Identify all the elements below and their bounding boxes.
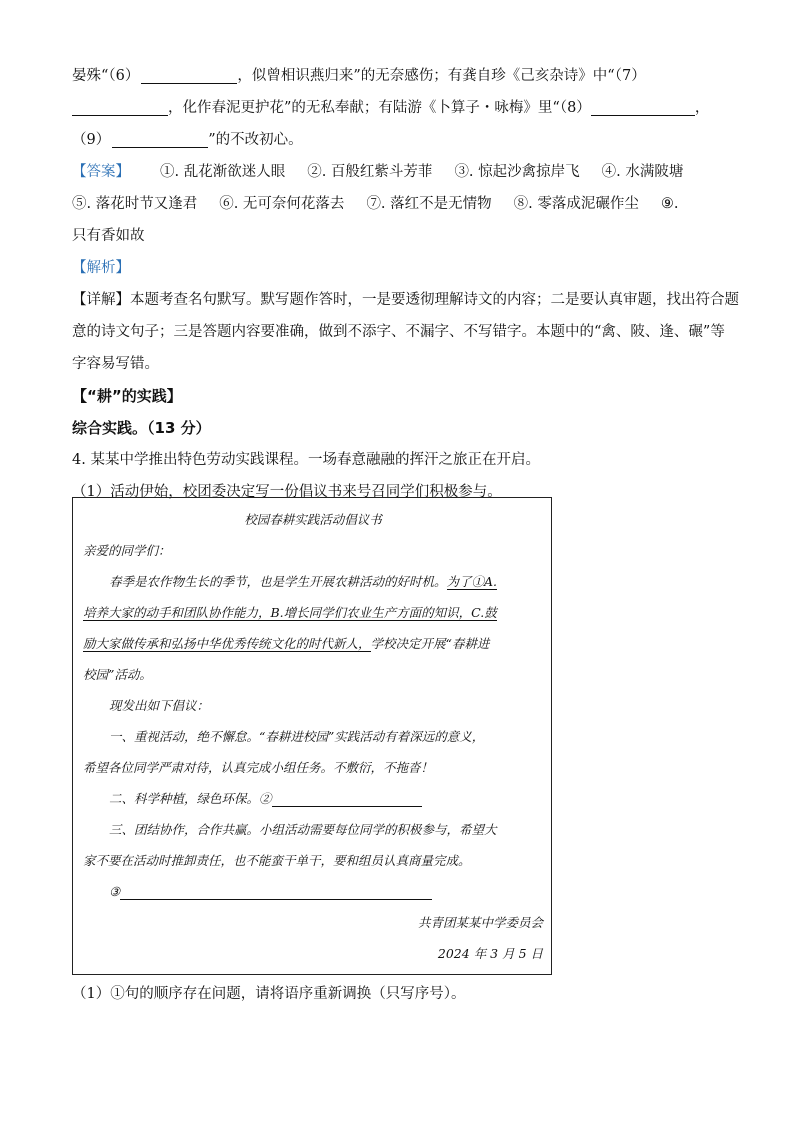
answer-item: ⑥. 无可奈何花落去	[219, 196, 345, 212]
letter-proposal-3: 家不要在活动时推卸责任，也不能蛮干单干，要和组员认真商量完成。	[83, 853, 471, 868]
answer-item: ①. 乱花渐欲迷人眼	[160, 164, 286, 180]
fill-line-3	[72, 124, 726, 156]
text: ，化作春泥更护花”的无私奉献；有陆游《卜算子・咏梅》里“（8）	[168, 100, 591, 116]
text: 春季是农作物生长的季节，也是学生开展农耕活动的好时机。	[109, 574, 447, 589]
text: 学校决定开展“春耕进	[370, 636, 490, 651]
analysis-line: 【详解】本题考查名句默写。默写题作答时，一是要透彻理解诗文的内容；二是要认真审题，找出符合题	[72, 292, 739, 308]
letter-paragraph-1: 校园”活动。	[83, 667, 152, 682]
question-4-1: （1）活动伊始，校团委决定写一份倡议书来号召同学们积极参与。	[72, 484, 502, 500]
letter-proposal-2	[83, 787, 543, 811]
answer-line-2	[72, 188, 726, 220]
text: 晏殊“（6）	[72, 68, 140, 84]
letter-title: 校园春耕实践活动倡议书	[244, 512, 382, 527]
blank-3	[120, 881, 432, 900]
answer-item: ④. 水满陂塘	[601, 164, 684, 180]
letter-paragraph-1	[83, 632, 543, 656]
fill-line-2	[72, 92, 726, 124]
letter-proposal-1: 希望各位同学严肃对待，认真完成小组任务。不敷衍，不拖沓！	[83, 760, 434, 775]
blank-6	[141, 65, 237, 84]
text: 二、科学种植，绿色环保。②	[109, 791, 272, 806]
letter-proposal-3: 三、团结协作，合作共赢。小组活动需要每位同学的积极参与，希望大	[109, 822, 497, 837]
letter-date: 2024 年 3 月 5 日	[437, 946, 543, 961]
text: ，	[694, 100, 710, 116]
answer-item: ②. 百般红紫斗芳菲	[307, 164, 433, 180]
proposal-letter-box	[72, 497, 552, 975]
blank-9	[112, 129, 208, 148]
text: ，似曾相识燕归来”的无奈感伤；有龚自珍《己亥杂诗》中“（7）	[237, 68, 646, 84]
letter-proposal-4	[83, 880, 543, 904]
document-body	[72, 60, 739, 508]
sub-question: （1）①句的顺序存在问题，请将语序重新调换（只写序号）。	[72, 986, 466, 1002]
letter-greeting: 亲爱的同学们：	[83, 543, 171, 558]
letter-paragraph-1	[83, 570, 543, 594]
text: ③	[109, 884, 121, 899]
underlined-text: 培养大家的动手和团队协作能力，B.增长同学们农业生产方面的知识，C.鼓	[83, 605, 497, 620]
answer-item: ⑧. 零落成泥碾作尘	[513, 196, 639, 212]
answer-tag: 【答案】	[72, 164, 130, 180]
underlined-text: 励大家做传承和弘扬中华优秀传统文化的时代新人，	[83, 636, 371, 651]
section-subtitle: 综合实践。（13 分）	[72, 419, 211, 437]
blank-2	[272, 788, 422, 807]
analysis-tag-line	[72, 252, 726, 284]
analysis-tag: 【解析】	[72, 260, 130, 276]
analysis-line: 意的诗文句子；三是答题内容要准确，做到不添字、不漏字、不写错字。本题中的“禽、陂、逢、碾”等	[72, 324, 725, 340]
letter-signer: 共青团某某中学委员会	[417, 915, 543, 930]
text: ”的不改初心。	[208, 132, 303, 148]
analysis-line: 字容易写错。	[72, 356, 159, 372]
answer-item: 只有香如故	[72, 228, 145, 244]
answer-item: ⑦. 落红不是无情物	[366, 196, 492, 212]
letter-paragraph-2: 现发出如下倡议：	[109, 698, 210, 713]
underlined-text: 为了①A.	[446, 574, 498, 589]
letter-proposal-1: 一、重视活动，绝不懈怠。“春耕进校园”实践活动有着深远的意义，	[109, 729, 485, 744]
text: （9）	[72, 132, 111, 148]
answer-line-1	[72, 156, 726, 188]
fill-line-1	[72, 60, 726, 92]
letter-paragraph-1	[83, 601, 543, 625]
answer-item: ⑤. 落花时节又逢君	[72, 196, 198, 212]
answer-item: ⑨.	[660, 196, 679, 212]
question-4: 4. 某某中学推出特色劳动实践课程。一场春意融融的挥汗之旅正在开启。	[72, 452, 540, 468]
blank-7	[72, 97, 168, 116]
blank-8	[591, 97, 695, 116]
answer-item: ③. 惊起沙禽掠岸飞	[454, 164, 580, 180]
answer-line-3	[72, 220, 726, 252]
section-title: 【“耕”的实践】	[72, 387, 182, 405]
